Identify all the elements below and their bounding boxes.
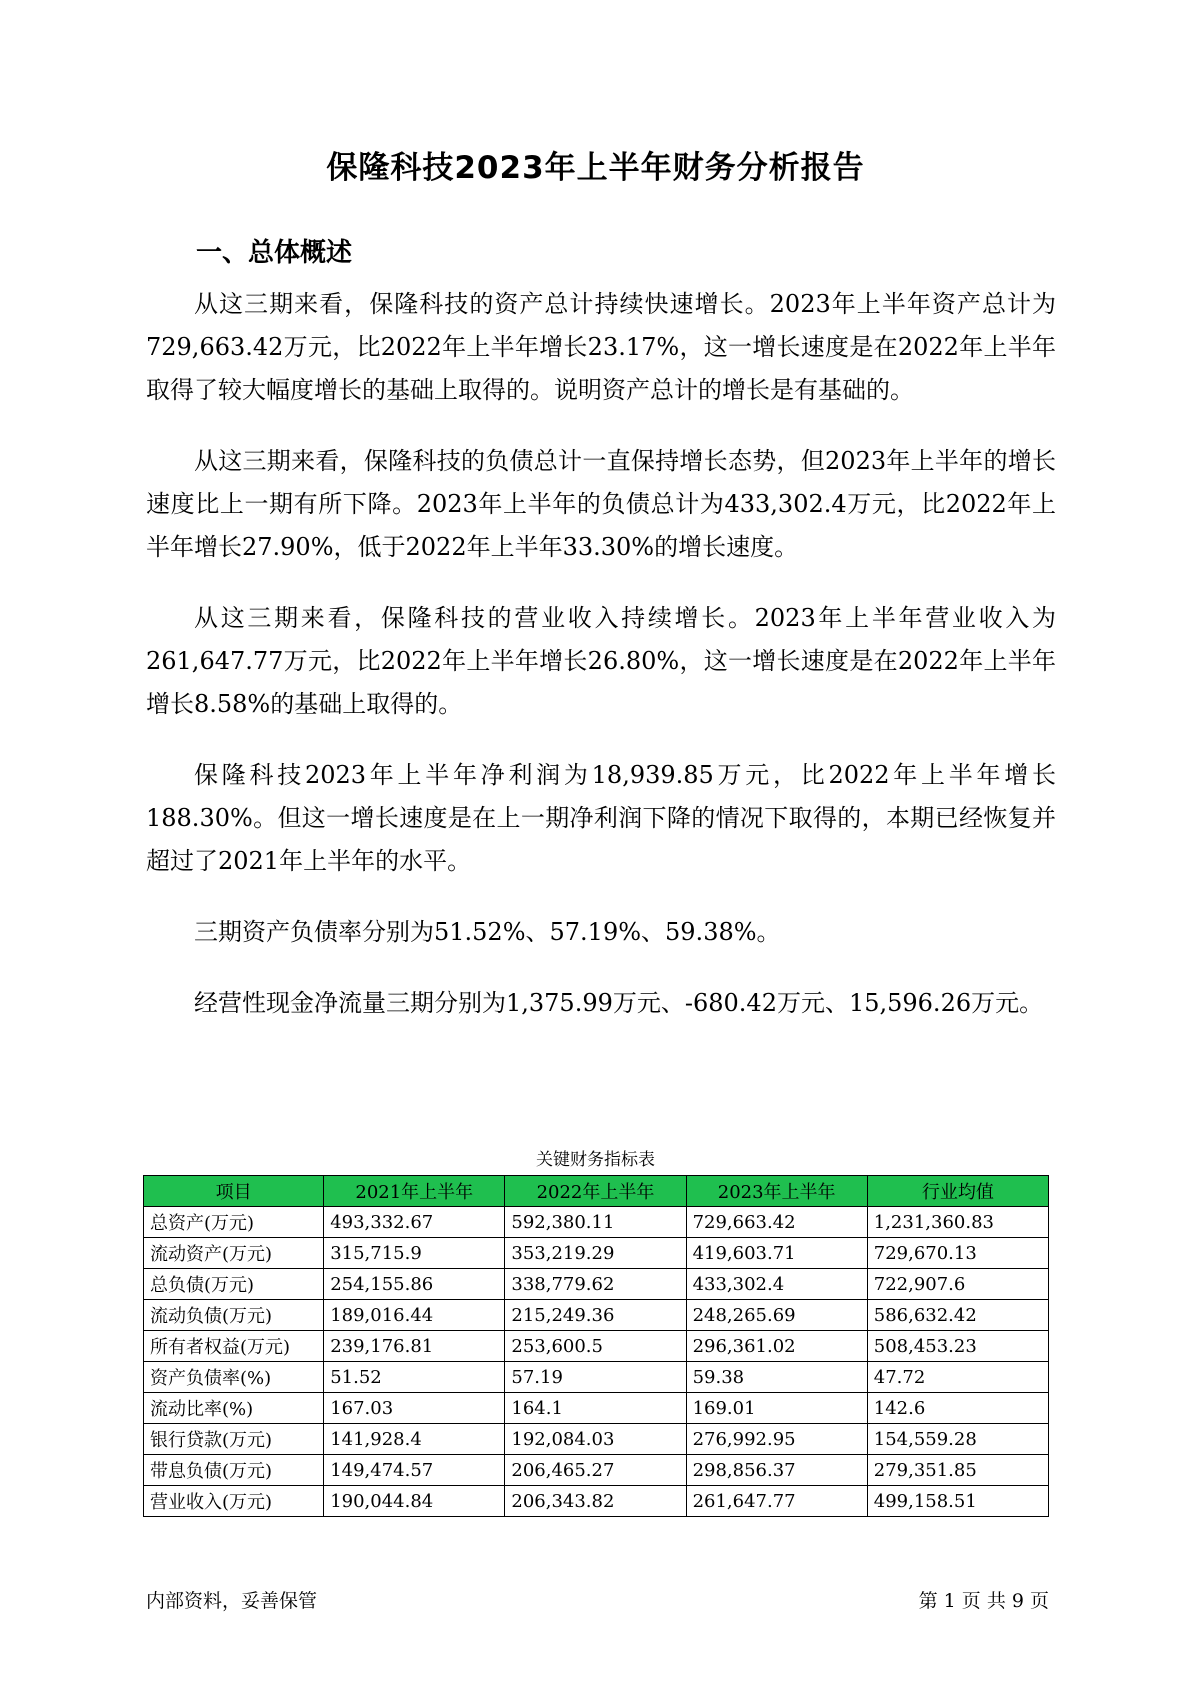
row-label: 总资产(万元) bbox=[144, 1207, 324, 1238]
table-cell: 298,856.37 bbox=[686, 1455, 867, 1486]
table-cell: 206,343.82 bbox=[505, 1486, 686, 1517]
footer-page-number: 第 1 页 共 9 页 bbox=[918, 1590, 1049, 1612]
table-cell: 51.52 bbox=[324, 1362, 505, 1393]
table-cell: 276,992.95 bbox=[686, 1424, 867, 1455]
table-row bbox=[144, 1331, 1049, 1362]
table-row bbox=[144, 1207, 1049, 1238]
table-cell: 47.72 bbox=[867, 1362, 1048, 1393]
table-caption: 关键财务指标表 bbox=[536, 1150, 655, 1170]
paragraph: 从这三期来看，保隆科技的营业收入持续增长。2023年上半年营业收入为261,647.77万元，比2022年上半年增长26.80%，这一增长速度是在2022年上半年增长8.58%的基础上取得的。 bbox=[146, 604, 1056, 718]
table-cell: 261,647.77 bbox=[686, 1486, 867, 1517]
table-cell: 592,380.11 bbox=[505, 1207, 686, 1238]
paragraph: 经营性现金净流量三期分别为1,375.99万元、-680.42万元、15,596.26万元。 bbox=[194, 989, 1044, 1017]
row-label: 流动比率(%) bbox=[144, 1393, 324, 1424]
table-cell: 206,465.27 bbox=[505, 1455, 686, 1486]
table-cell: 189,016.44 bbox=[324, 1300, 505, 1331]
table-cell: 154,559.28 bbox=[867, 1424, 1048, 1455]
table-cell: 239,176.81 bbox=[324, 1331, 505, 1362]
table-cell: 729,670.13 bbox=[867, 1238, 1048, 1269]
table-header-row bbox=[144, 1176, 1049, 1207]
row-label: 银行贷款(万元) bbox=[144, 1424, 324, 1455]
table-cell: 192,084.03 bbox=[505, 1424, 686, 1455]
table-row bbox=[144, 1238, 1049, 1269]
table-row bbox=[144, 1393, 1049, 1424]
column-header: 行业均值 bbox=[867, 1176, 1048, 1207]
paragraph: 从这三期来看，保隆科技的资产总计持续快速增长。2023年上半年资产总计为729,663.42万元，比2022年上半年增长23.17%，这一增长速度是在2022年上半年取得了较大幅度增长的基础上取得的。说明资产总计的增长是有基础的。 bbox=[146, 290, 1056, 404]
table-cell: 253,600.5 bbox=[505, 1331, 686, 1362]
table-cell: 254,155.86 bbox=[324, 1269, 505, 1300]
column-header: 2022年上半年 bbox=[505, 1176, 686, 1207]
table-cell: 1,231,360.83 bbox=[867, 1207, 1048, 1238]
table-row bbox=[144, 1424, 1049, 1455]
table-cell: 59.38 bbox=[686, 1362, 867, 1393]
row-label: 带息负债(万元) bbox=[144, 1455, 324, 1486]
section-body bbox=[146, 283, 1056, 1053]
paragraph: 三期资产负债率分别为51.52%、57.19%、59.38%。 bbox=[194, 918, 781, 946]
table-cell: 729,663.42 bbox=[686, 1207, 867, 1238]
table-body bbox=[144, 1207, 1049, 1517]
table-row bbox=[144, 1486, 1049, 1517]
table-row bbox=[144, 1362, 1049, 1393]
table-cell: 338,779.62 bbox=[505, 1269, 686, 1300]
paragraph: 从这三期来看，保隆科技的负债总计一直保持增长态势，但2023年上半年的增长速度比上一期有所下降。2023年上半年的负债总计为433,302.4万元，比2022年上半年增长27.90%，低于2022年上半年33.30%的增长速度。 bbox=[146, 447, 1056, 561]
table-cell: 279,351.85 bbox=[867, 1455, 1048, 1486]
table-cell: 57.19 bbox=[505, 1362, 686, 1393]
column-header: 2021年上半年 bbox=[324, 1176, 505, 1207]
table-cell: 169.01 bbox=[686, 1393, 867, 1424]
row-label: 流动负债(万元) bbox=[144, 1300, 324, 1331]
table-cell: 508,453.23 bbox=[867, 1331, 1048, 1362]
table-cell: 722,907.6 bbox=[867, 1269, 1048, 1300]
row-label: 资产负债率(%) bbox=[144, 1362, 324, 1393]
column-header: 项目 bbox=[144, 1176, 324, 1207]
report-title: 保隆科技2023年上半年财务分析报告 bbox=[326, 150, 865, 186]
table-cell: 149,474.57 bbox=[324, 1455, 505, 1486]
table-cell: 167.03 bbox=[324, 1393, 505, 1424]
table-cell: 248,265.69 bbox=[686, 1300, 867, 1331]
paragraph: 保隆科技2023年上半年净利润为18,939.85万元，比2022年上半年增长188.30%。但这一增长速度是在上一期净利润下降的情况下取得的，本期已经恢复并超过了2021年上半年的水平。 bbox=[146, 761, 1056, 875]
row-label: 营业收入(万元) bbox=[144, 1486, 324, 1517]
table-row bbox=[144, 1455, 1049, 1486]
table-row bbox=[144, 1269, 1049, 1300]
table-cell: 215,249.36 bbox=[505, 1300, 686, 1331]
table-cell: 586,632.42 bbox=[867, 1300, 1048, 1331]
table-cell: 141,928.4 bbox=[324, 1424, 505, 1455]
table-cell: 493,332.67 bbox=[324, 1207, 505, 1238]
footer-confidential-note: 内部资料，妥善保管 bbox=[146, 1590, 318, 1612]
row-label: 所有者权益(万元) bbox=[144, 1331, 324, 1362]
table-cell: 353,219.29 bbox=[505, 1238, 686, 1269]
table-row bbox=[144, 1300, 1049, 1331]
section-heading: 一、总体概述 bbox=[196, 238, 353, 268]
row-label: 流动资产(万元) bbox=[144, 1238, 324, 1269]
table-cell: 164.1 bbox=[505, 1393, 686, 1424]
table-cell: 499,158.51 bbox=[867, 1486, 1048, 1517]
table-cell: 142.6 bbox=[867, 1393, 1048, 1424]
table-cell: 190,044.84 bbox=[324, 1486, 505, 1517]
financial-indicators-table bbox=[143, 1175, 1049, 1517]
table-cell: 433,302.4 bbox=[686, 1269, 867, 1300]
column-header: 2023年上半年 bbox=[686, 1176, 867, 1207]
table-cell: 296,361.02 bbox=[686, 1331, 867, 1362]
row-label: 总负债(万元) bbox=[144, 1269, 324, 1300]
table-cell: 419,603.71 bbox=[686, 1238, 867, 1269]
table-cell: 315,715.9 bbox=[324, 1238, 505, 1269]
